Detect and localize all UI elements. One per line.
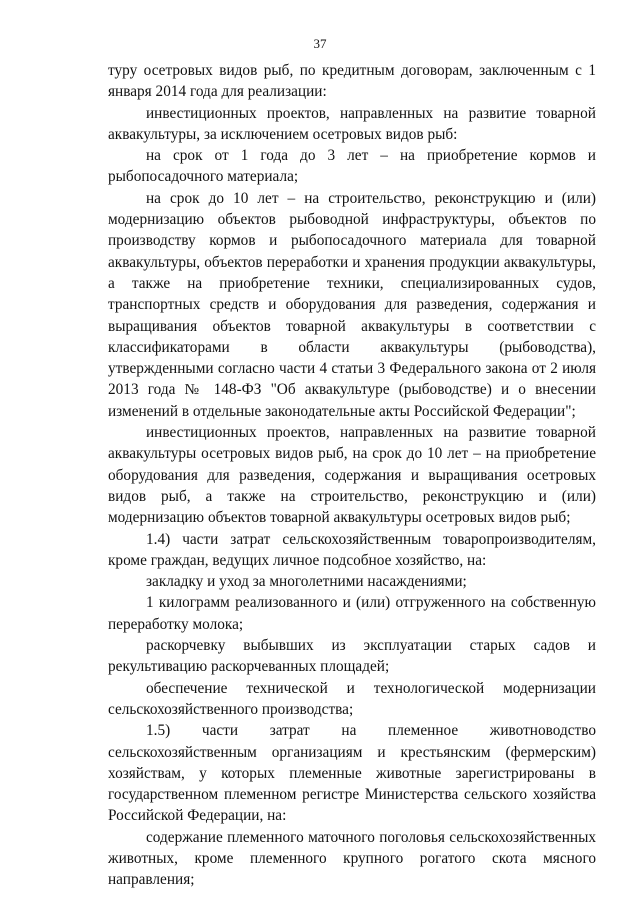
page-number: 37	[313, 36, 327, 51]
paragraph: закладку и уход за многолетними насаждениями;	[146, 573, 467, 591]
paragraph: инвестиционных проектов, направленных на развитие товарной аквакультуры осетровых видов рыб, на срок до 10 лет – на приобретение оборудования для разведения, содержания и выращивания осетровых видов рыб, а также на строительство, реконструкцию и (или) модернизацию объектов товарной аквакультуры осетровых видов рыб;	[108, 424, 596, 527]
paragraph: обеспечение технической и технологической модернизации сельскохозяйственного производства;	[108, 679, 596, 718]
body-text	[108, 60, 596, 891]
paragraph: раскорчевку выбывших из эксплуатации старых садов и рекультивацию раскорчеванных площадей;	[108, 637, 596, 676]
paragraph: на срок от 1 года до 3 лет – на приобретение кормов и рыбопосадочного материала;	[108, 147, 596, 186]
paragraph: 1.4) части затрат сельскохозяйственным товаропроизводителям, кроме граждан, ведущих личное подсобное хозяйство, на:	[108, 530, 596, 569]
paragraph: туру осетровых видов рыб, по кредитным договорам, заключенным с 1 января 2014 года для реализации:	[108, 62, 596, 101]
paragraph: инвестиционных проектов, направленных на развитие товарной аквакультуры, за исключением осетровых видов рыб:	[108, 104, 596, 143]
paragraph: 1.5) части затрат на племенное животноводство сельскохозяйственным организациям и крестьянским (фермерским) хозяйствам, у которых племенные животные зарегистрированы в государственном племенном регистре Министерства сельского хозяйства Российской Федерации, на:	[108, 722, 596, 825]
paragraph: содержание племенного маточного поголовья сельскохозяйственных животных, кроме племенного крупного рогатого скота мясного направления;	[108, 828, 596, 889]
paragraph: на срок до 10 лет – на строительство, реконструкцию и (или) модернизацию объектов рыбоводной инфраструктуры, объектов по производству кормов и рыбопосадочного материала для товарной аквакультуры, объектов переработки и хранения продукции аквакультуры, а также на приобретение техники, специализированных судов, транспортных средств и оборудования для разведения, содержания и выращивания объектов товарной аквакультуры в соответствии с классификаторами в области аквакультуры (рыбоводства), утвержденными согласно части 4 статьи 3 Федерального закона от 2 июля 2013 года № 148-ФЗ "Об аквакультуре (рыбоводстве) и о внесении изменений в отдельные законодательные акты Российской Федерации";	[108, 189, 596, 420]
paragraph: 1 килограмм реализованного и (или) отгруженного на собственную переработку молока;	[108, 594, 596, 633]
